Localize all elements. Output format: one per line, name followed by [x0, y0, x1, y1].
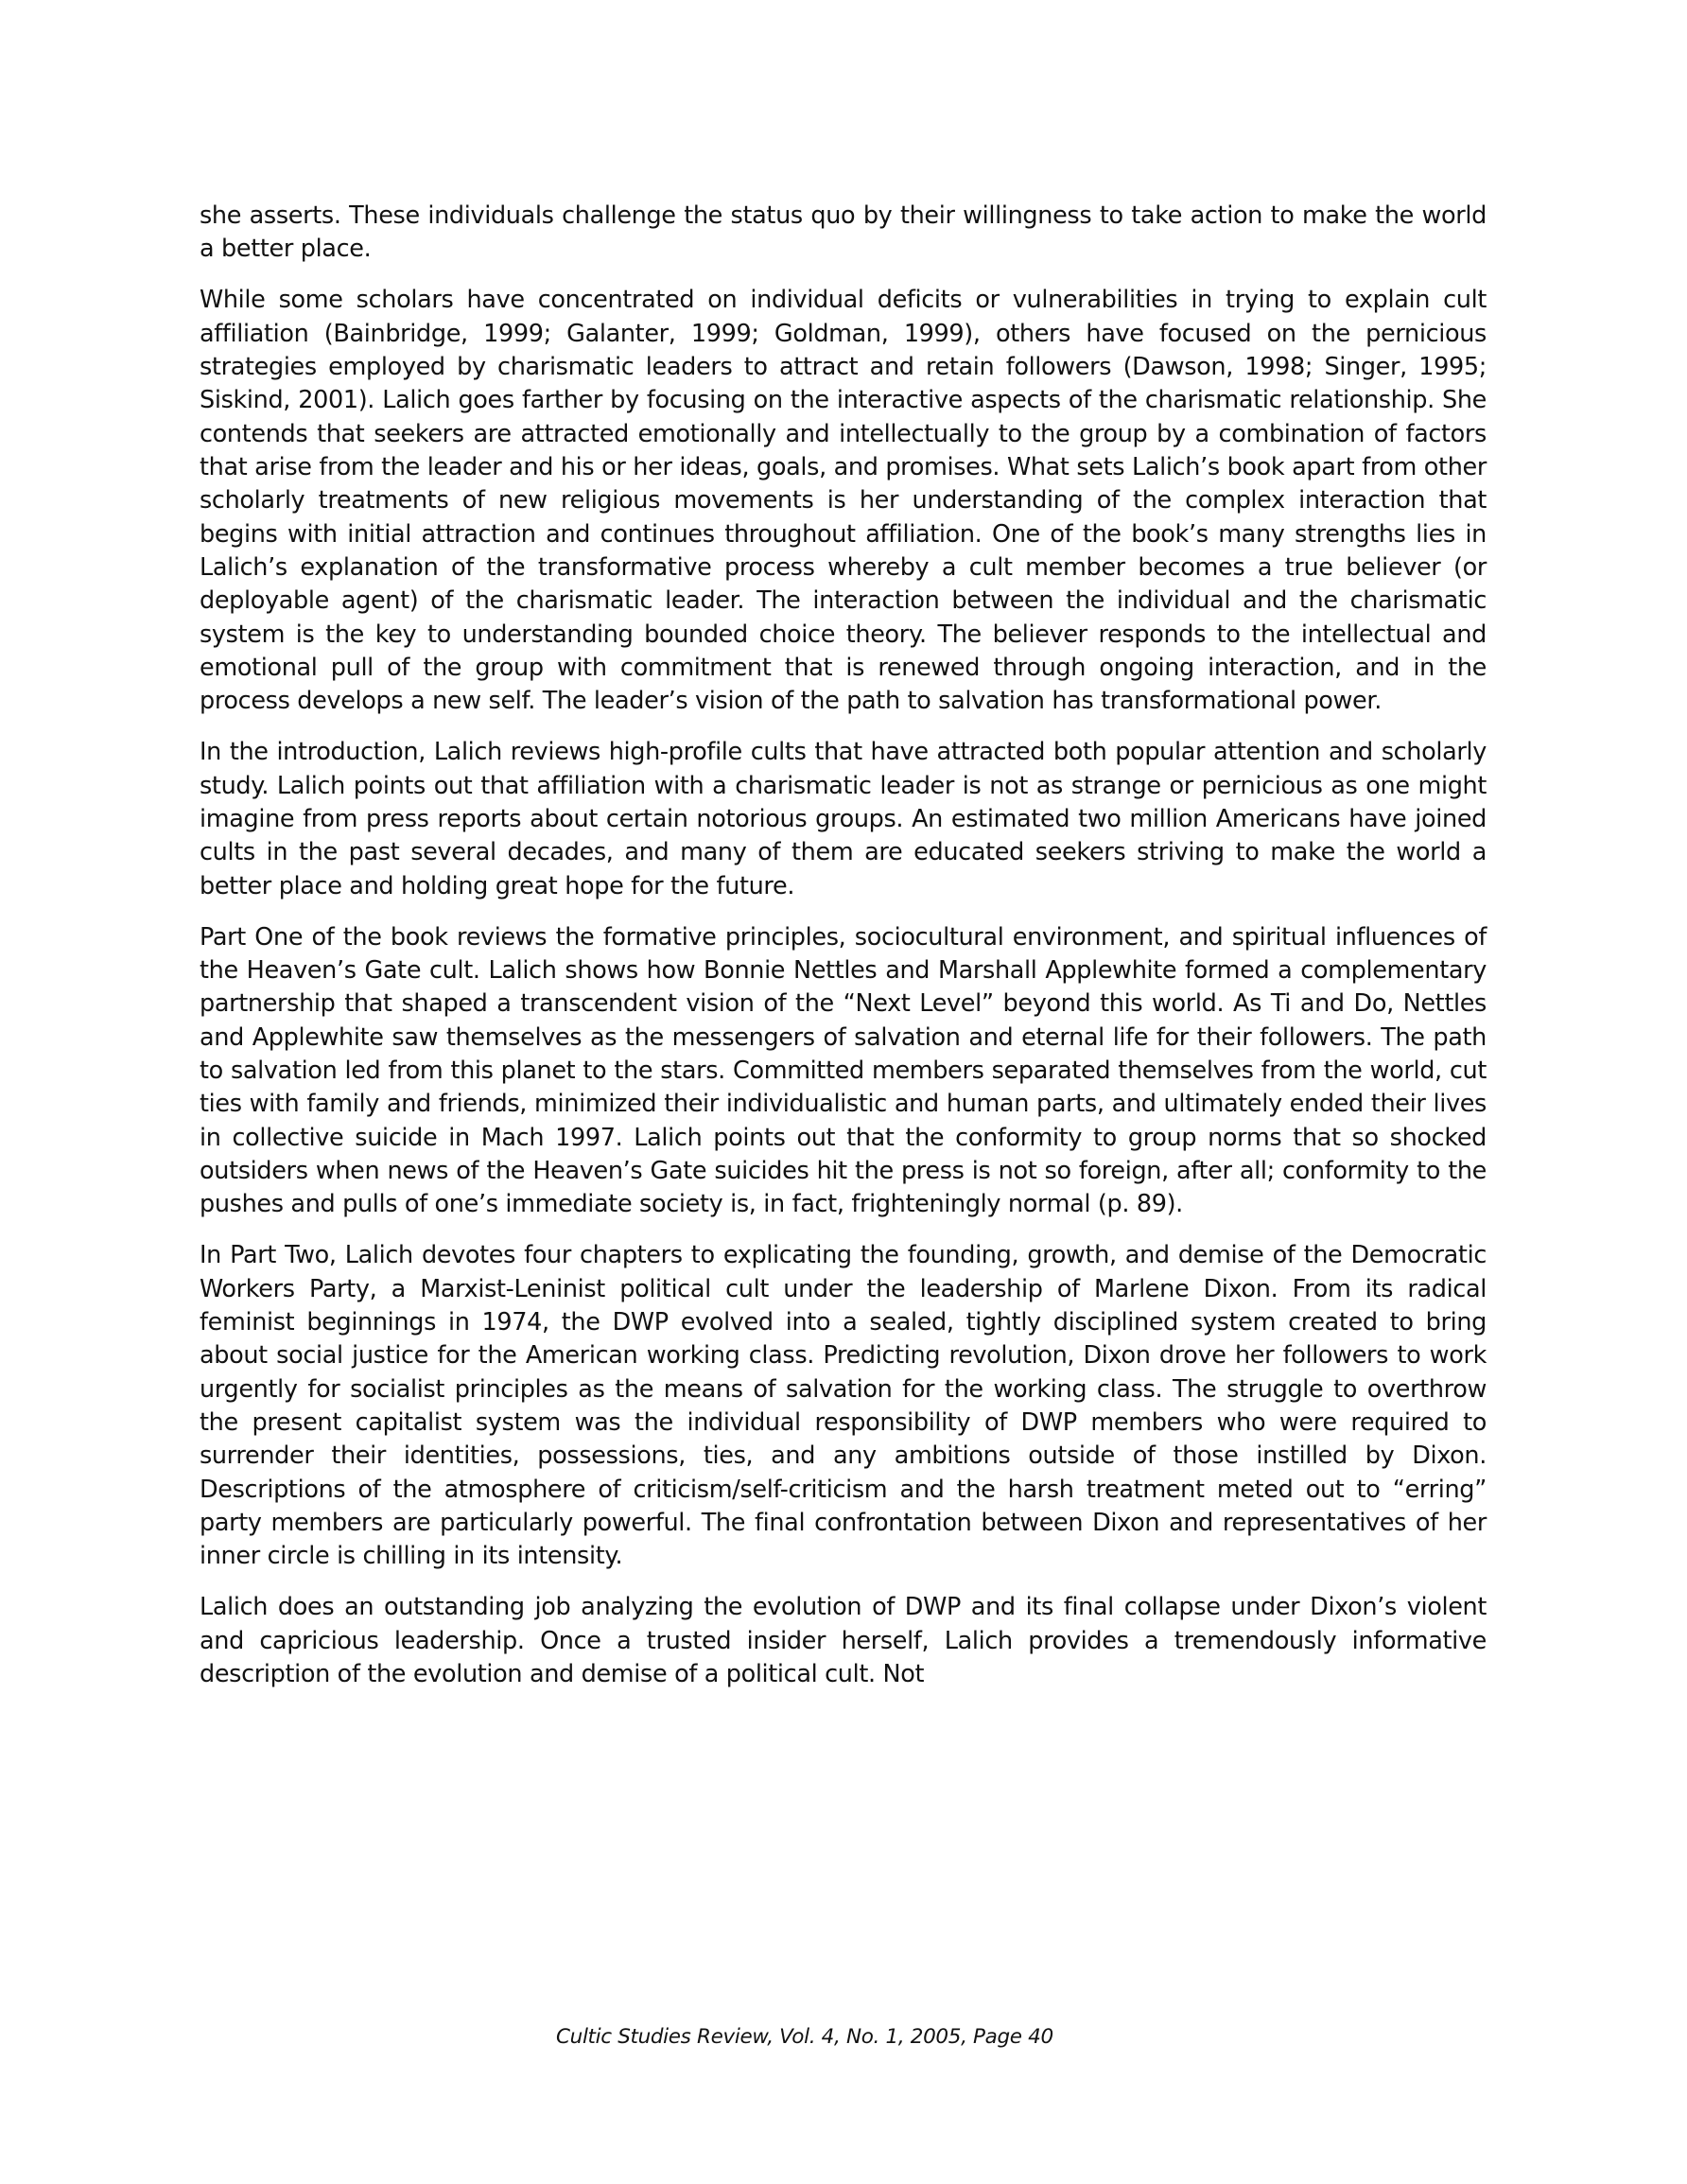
paragraph: In Part Two, Lalich devotes four chapters to explicating the founding, growth, and demise of the Democratic Workers Party, a Marxist-Leninist political cult under the leadership of Marlene Dixon. From its radical feminist beginnings in 1974, the DWP evolved into a sealed, tightly disciplined system created to bring about social justice for the American working class. Predicting revolution, Dixon drove her followers to work urgently for socialist principles as the means of salvation for the working class. The struggle to overthrow the present capitalist system was the individual responsibility of DWP members who were required to surrender their identities, possessions, ties, and any ambitions outside of those instilled by Dixon. Descriptions of the atmosphere of criticism/self-criticism and the harsh treatment meted out to “erring” party members are particularly powerful. The final confrontation between Dixon and representatives of her inner circle is chilling in its intensity.	[200, 1241, 1487, 1571]
paragraph: Part One of the book reviews the formative principles, sociocultural environment, and spiritual influences of the Heaven’s Gate cult. Lalich shows how Bonnie Nettles and Marshall Applewhite formed a complementary partnership that shaped a transcendent vision of the “Next Level” beyond this world. As Ti and Do, Nettles and Applewhite saw themselves as the messengers of salvation and eternal life for their followers. The path to salvation led from this planet to the stars. Committed members separated themselves from the world, cut ties with family and friends, minimized their individualistic and human parts, and ultimately ended their lives in collective suicide in Mach 1997. Lalich points out that the conformity to group norms that so shocked outsiders when news of the Heaven’s Gate suicides hit the press is not so foreign, after all; conformity to the pushes and pulls of one’s immediate society is, in fact, frighteningly normal (p. 89).	[200, 922, 1487, 1219]
paragraph: she asserts. These individuals challenge the status quo by their willingness to take action to make the world a better place.	[200, 201, 1487, 264]
body-text	[200, 200, 1487, 1709]
paragraph: Lalich does an outstanding job analyzing the evolution of DWP and its final collapse under Dixon’s violent and capricious leadership. Once a trusted insider herself, Lalich provides a tremendously informative description of the evolution and demise of a political cult. Not	[200, 1593, 1487, 1689]
page-footer: Cultic Studies Review, Vol. 4, No. 1, 2005, Page 40	[556, 2025, 1053, 2049]
paragraph: While some scholars have concentrated on individual deficits or vulnerabilities in trying to explain cult affiliation (Bainbridge, 1999; Galanter, 1999; Goldman, 1999), others have focused on the pernicious strategies employed by charismatic leaders to attract and retain followers (Dawson, 1998; Singer, 1995; Siskind, 2001). Lalich goes farther by focusing on the interactive aspects of the charismatic relationship. She contends that seekers are attracted emotionally and intellectually to the group by a combination of factors that arise from the leader and his or her ideas, goals, and promises. What sets Lalich’s book apart from other scholarly treatments of new religious movements is her understanding of the complex interaction that begins with initial attraction and continues throughout affiliation. One of the book’s many strengths lies in Lalich’s explanation of the transformative process whereby a cult member becomes a true believer (or deployable agent) of the charismatic leader. The interaction between the individual and the charismatic system is the key to understanding bounded choice theory. The believer responds to the intellectual and emotional pull of the group with commitment that is renewed through ongoing interaction, and in the process develops a new self. The leader’s vision of the path to salvation has transformational power.	[200, 286, 1487, 716]
paragraph: In the introduction, Lalich reviews high-profile cults that have attracted both popular attention and scholarly study. Lalich points out that affiliation with a charismatic leader is not as strange or pernicious as one might imagine from press reports about certain notorious groups. An estimated two million Americans have joined cults in the past several decades, and many of them are educated seekers striving to make the world a better place and holding great hope for the future.	[200, 738, 1487, 900]
